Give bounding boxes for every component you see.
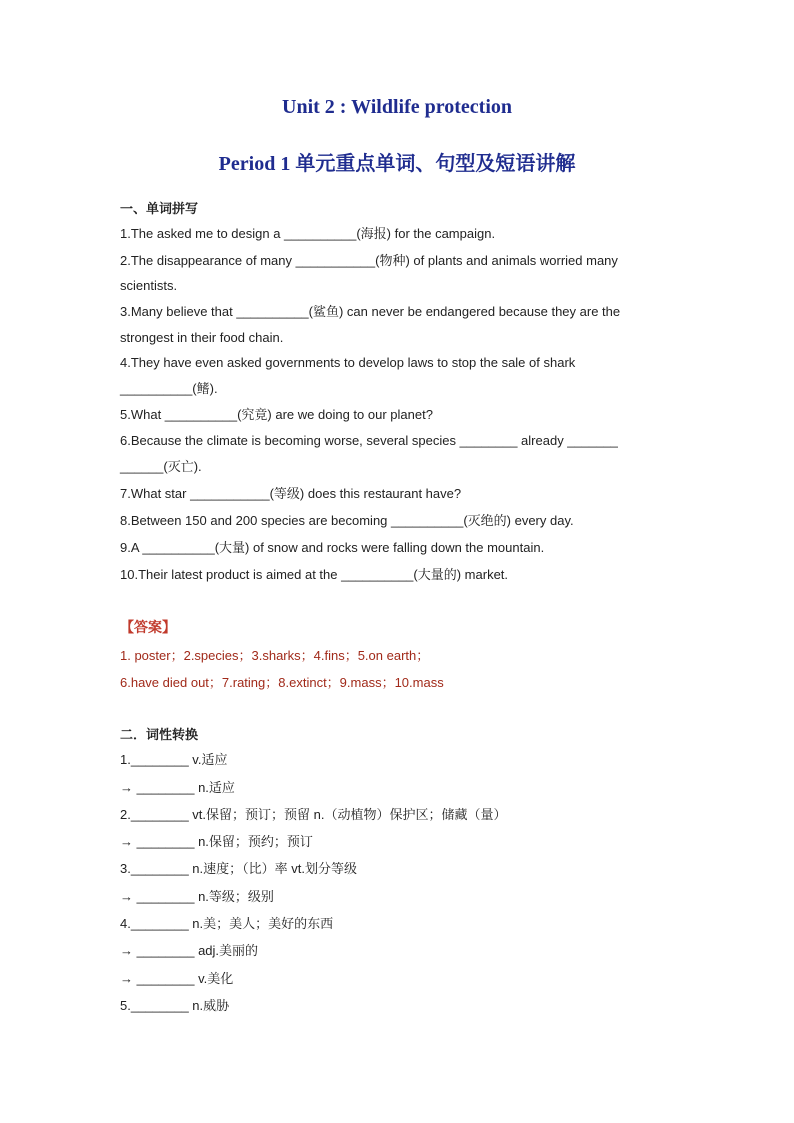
word-form-line: → ________ adj.美丽的 bbox=[120, 943, 259, 958]
word-form-line: 3.________ n.速度；（比）率 vt.划分等级 bbox=[120, 861, 357, 876]
exercise-line: scientists. bbox=[120, 278, 178, 293]
exercise-line: 10.Their latest product is aimed at the __________(大量的) market. bbox=[120, 567, 509, 582]
exercise-line: 9.A __________(大量) of snow and rocks were falling down the mountain. bbox=[120, 540, 545, 555]
word-form-line: → ________ n.等级；级别 bbox=[120, 889, 274, 904]
document-subtitle: Period 1 单元重点单词、句型及短语讲解 bbox=[218, 153, 576, 175]
exercise-line: 4.They have even asked governments to develop laws to stop the sale of shark bbox=[120, 355, 576, 370]
exercise-line: 1.The asked me to design a __________(海报) for the campaign. bbox=[120, 226, 496, 241]
exercise-line: 8.Between 150 and 200 species are becoming __________(灭绝的) every day. bbox=[120, 513, 574, 528]
answer-line: 6.have died out；7.rating；8.extinct；9.mass；10.mass bbox=[120, 675, 444, 690]
answer-heading: 【答案】 bbox=[120, 620, 176, 636]
word-form-line: 1.________ v.适应 bbox=[120, 752, 228, 767]
document-title: Unit 2 : Wildlife protection bbox=[282, 96, 512, 118]
word-form-line: 2.________ vt.保留；预订；预留 n.（动植物）保护区；储藏（量） bbox=[120, 807, 507, 822]
answer-line: 1. poster；2.species；3.sharks；4.fins；5.on earth； bbox=[120, 648, 430, 663]
word-form-line: → ________ n.保留；预约；预订 bbox=[120, 834, 313, 849]
word-form-line: 4.________ n.美；美人；美好的东西 bbox=[120, 916, 334, 931]
section-heading-word-forms: 二．词性转换 bbox=[120, 728, 199, 743]
exercise-line: 6.Because the climate is becoming worse, several species ________ already _______ bbox=[120, 433, 618, 448]
exercise-line: ______(灭亡). bbox=[120, 459, 202, 474]
exercise-line: 3.Many believe that __________(鲨鱼) can never be endangered because they are the bbox=[120, 304, 621, 319]
exercise-line: strongest in their food chain. bbox=[120, 330, 284, 345]
exercise-line: 2.The disappearance of many ___________(物种) of plants and animals worried many bbox=[120, 253, 618, 268]
word-form-line: 5.________ n.威胁 bbox=[120, 998, 230, 1013]
exercise-line: 5.What __________(究竟) are we doing to our planet? bbox=[120, 407, 433, 422]
word-form-line: → ________ v.美化 bbox=[120, 971, 234, 986]
section-heading-spelling: 一、单词拼写 bbox=[120, 202, 199, 217]
exercise-line: 7.What star ___________(等级) does this restaurant have? bbox=[120, 486, 462, 501]
exercise-line: __________(鳍). bbox=[120, 381, 218, 396]
word-form-line: → ________ n.适应 bbox=[120, 780, 235, 795]
